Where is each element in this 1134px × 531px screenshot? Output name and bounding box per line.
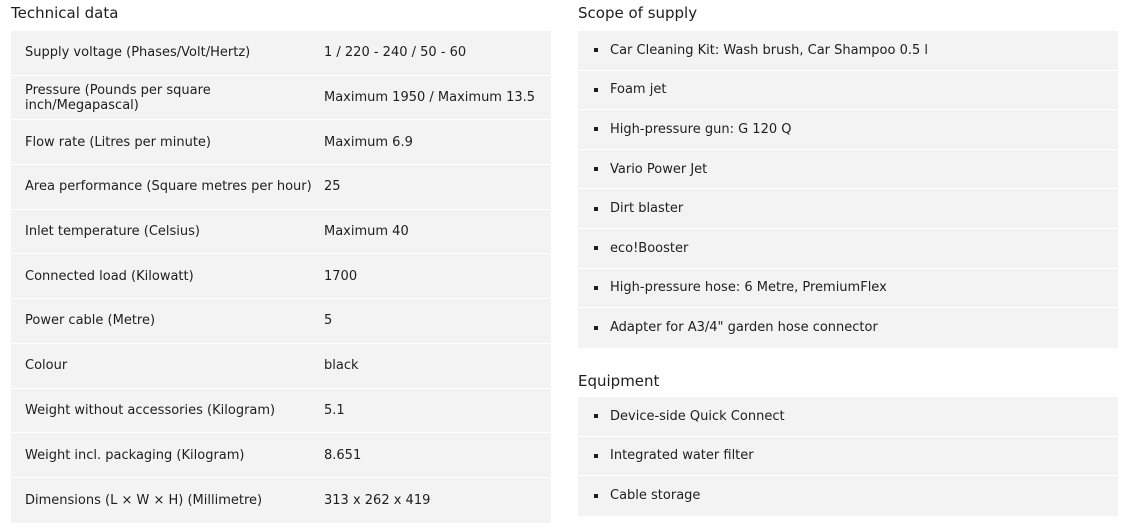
list-item [578, 476, 1118, 516]
spec-label: Flow rate (Litres per minute) [25, 134, 211, 150]
table-row [11, 120, 551, 165]
table-row [11, 210, 551, 255]
spec-value: 1700 [324, 268, 358, 284]
spec-label: Supply voltage (Phases/Volt/Hertz) [25, 45, 251, 61]
bullet-icon [594, 494, 598, 498]
scope-of-supply-list [578, 31, 1118, 348]
list-item-text: Integrated water filter [610, 448, 754, 464]
spec-label: Inlet temperature (Celsius) [25, 224, 200, 240]
list-item [578, 397, 1118, 437]
spec-value: Maximum 6.9 [324, 134, 413, 150]
technical-data-title: Technical data [11, 4, 119, 22]
table-row [11, 254, 551, 299]
spec-value: 1 / 220 - 240 / 50 - 60 [324, 45, 467, 61]
list-item [578, 269, 1118, 309]
table-row [11, 299, 551, 344]
spec-label: Power cable (Metre) [25, 313, 156, 329]
list-item-text: Cable storage [610, 488, 701, 504]
spec-label: Connected load (Kilowatt) [25, 268, 194, 284]
scope-of-supply-title: Scope of supply [578, 4, 698, 22]
bullet-icon [594, 127, 598, 131]
table-row [11, 433, 551, 478]
bullet-icon [594, 414, 598, 418]
spec-value: black [324, 358, 359, 374]
table-row [11, 344, 551, 389]
list-item-text: High-pressure gun: G 120 Q [610, 121, 792, 137]
spec-label: Pressure (Pounds per square inch/Megapascal) [25, 82, 211, 113]
spec-label: Weight incl. packaging (Kilogram) [25, 447, 245, 463]
list-item-text: High-pressure hose: 6 Metre, PremiumFlex [610, 280, 887, 296]
list-item-text: Device-side Quick Connect [610, 408, 785, 424]
spec-value: 25 [324, 179, 341, 195]
spec-label: Weight without accessories (Kilogram) [25, 402, 276, 418]
table-row [11, 389, 551, 434]
table-row [11, 165, 551, 210]
table-row [11, 31, 551, 76]
spec-value: Maximum 1950 / Maximum 13.5 [324, 90, 536, 106]
spec-label: Area performance (Square metres per hour) [25, 179, 312, 195]
list-item [578, 71, 1118, 111]
list-item [578, 308, 1118, 348]
bullet-icon [594, 246, 598, 250]
list-item [578, 150, 1118, 190]
technical-data-table [11, 31, 551, 523]
list-item-text: Vario Power Jet [610, 161, 708, 177]
spec-value: Maximum 40 [324, 224, 409, 240]
list-item-text: Adapter for A3/4" garden hose connector [610, 320, 878, 336]
spec-label: Colour [25, 358, 68, 374]
list-item-text: Dirt blaster [610, 201, 684, 217]
list-item [578, 110, 1118, 150]
equipment-title: Equipment [578, 372, 660, 390]
table-row [11, 478, 551, 523]
bullet-icon [594, 167, 598, 171]
spec-label: Dimensions (L × W × H) (Millimetre) [25, 492, 263, 508]
bullet-icon [594, 88, 598, 92]
bullet-icon [594, 286, 598, 290]
spec-value: 8.651 [324, 447, 362, 463]
list-item-text: eco!Booster [610, 240, 689, 256]
spec-value: 5.1 [324, 402, 345, 418]
bullet-icon [594, 326, 598, 330]
bullet-icon [594, 48, 598, 52]
bullet-icon [594, 454, 598, 458]
equipment-list [578, 397, 1118, 516]
list-item [578, 189, 1118, 229]
table-row [11, 76, 551, 121]
list-item [578, 437, 1118, 477]
list-item [578, 31, 1118, 71]
list-item [578, 229, 1118, 269]
list-item-text: Car Cleaning Kit: Wash brush, Car Shampoo 0.5 l [610, 42, 928, 58]
list-item-text: Foam jet [610, 82, 667, 98]
spec-value: 5 [324, 313, 333, 329]
bullet-icon [594, 207, 598, 211]
spec-value: 313 x 262 x 419 [324, 492, 431, 508]
